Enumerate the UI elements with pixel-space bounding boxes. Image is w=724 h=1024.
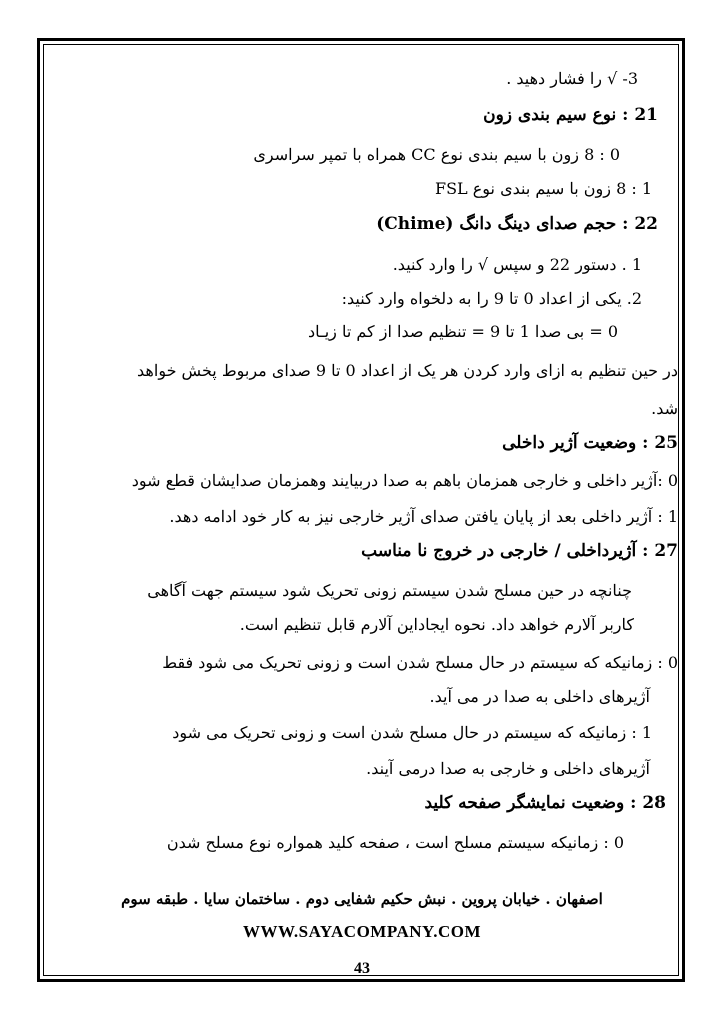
paragraph-27-line-1: چنانچه در حین مسلح شدن سیستم زونی تحریک شود سیستم جهت آگاهی [147,581,632,600]
section-27-heading: 27 : آژیرداخلی / خارجی در خروج نا مناسب [361,541,678,561]
footer-website: WWW.SAYACOMPANY.COM [242,922,482,941]
option-25-1: 1 : آژیر داخلی بعد از پایان یافتن صدای آژیر خارجی نیز به کار خود ادامه دهد. [169,507,678,526]
step-3-press-check: 3- √ را فشار دهید . [506,69,638,88]
option-21-1: 1 : 8 زون با سیم بندی نوع FSL [434,179,652,198]
option-25-0: 0 :آژیر داخلی و خارجی همزمان باهم به صدا دربیایند وهمزمان صدایشان قطع شود [131,471,678,490]
paragraph-27-line-2: کاربر آلارم خواهد داد. نحوه ایجاداین آلارم قابل تنظیم است. [239,615,634,634]
section-28-heading: 28 : وضعیت نمایشگر صفحه کلید [424,793,666,813]
option-21-0: 0 : 8 زون با سیم بندی نوع CC همراه با تمپر سراسری [253,145,620,164]
option-27-1-line-2: آژیرهای داخلی و خارجی به صدا درمی آیند. [366,759,650,778]
volume-range: 0 = بی صدا 1 تا 9 = تنظیم صدا از کم تا زیـاد [308,322,618,341]
page-number: 43 [354,960,370,977]
section-25-heading: 25 : وضعیت آژیر داخلی [502,433,678,453]
footer-address: اصفهان . خیابان پروین . نبش حکیم شفایی دوم . ساختمان سایا . طبقه سوم [121,890,603,908]
option-27-0-line-1: 0 : زمانیکه که سیستم در حال مسلح شدن است و زونی تحریک می شود فقط [162,653,678,672]
paragraph-22-line-2: شد. [651,399,678,418]
section-21-heading: 21 : نوع سیم بندی زون [483,105,658,125]
option-27-1-line-1: 1 : زمانیکه که سیستم در حال مسلح شدن است و زونی تحریک می شود [172,723,652,742]
step-22-2: 2. یکی از اعداد 0 تا 9 را به دلخواه وارد کنید: [341,289,642,308]
section-22-heading: 22 : حجم صدای دینگ دانگ (Chime) [376,214,658,234]
option-28-0: 0 : زمانیکه سیستم مسلح است ، صفحه کلید همواره نوع مسلح شدن [166,833,624,852]
option-27-0-line-2: آژیرهای داخلی به صدا در می آید. [429,687,650,706]
step-22-1: 1 . دستور 22 و سپس √ را وارد کنید. [392,255,642,274]
paragraph-22-line-1: در حین تنظیم به ازای وارد کردن هر یک از اعداد 0 تا 9 صدای مربوط پخش خواهد [137,361,678,380]
